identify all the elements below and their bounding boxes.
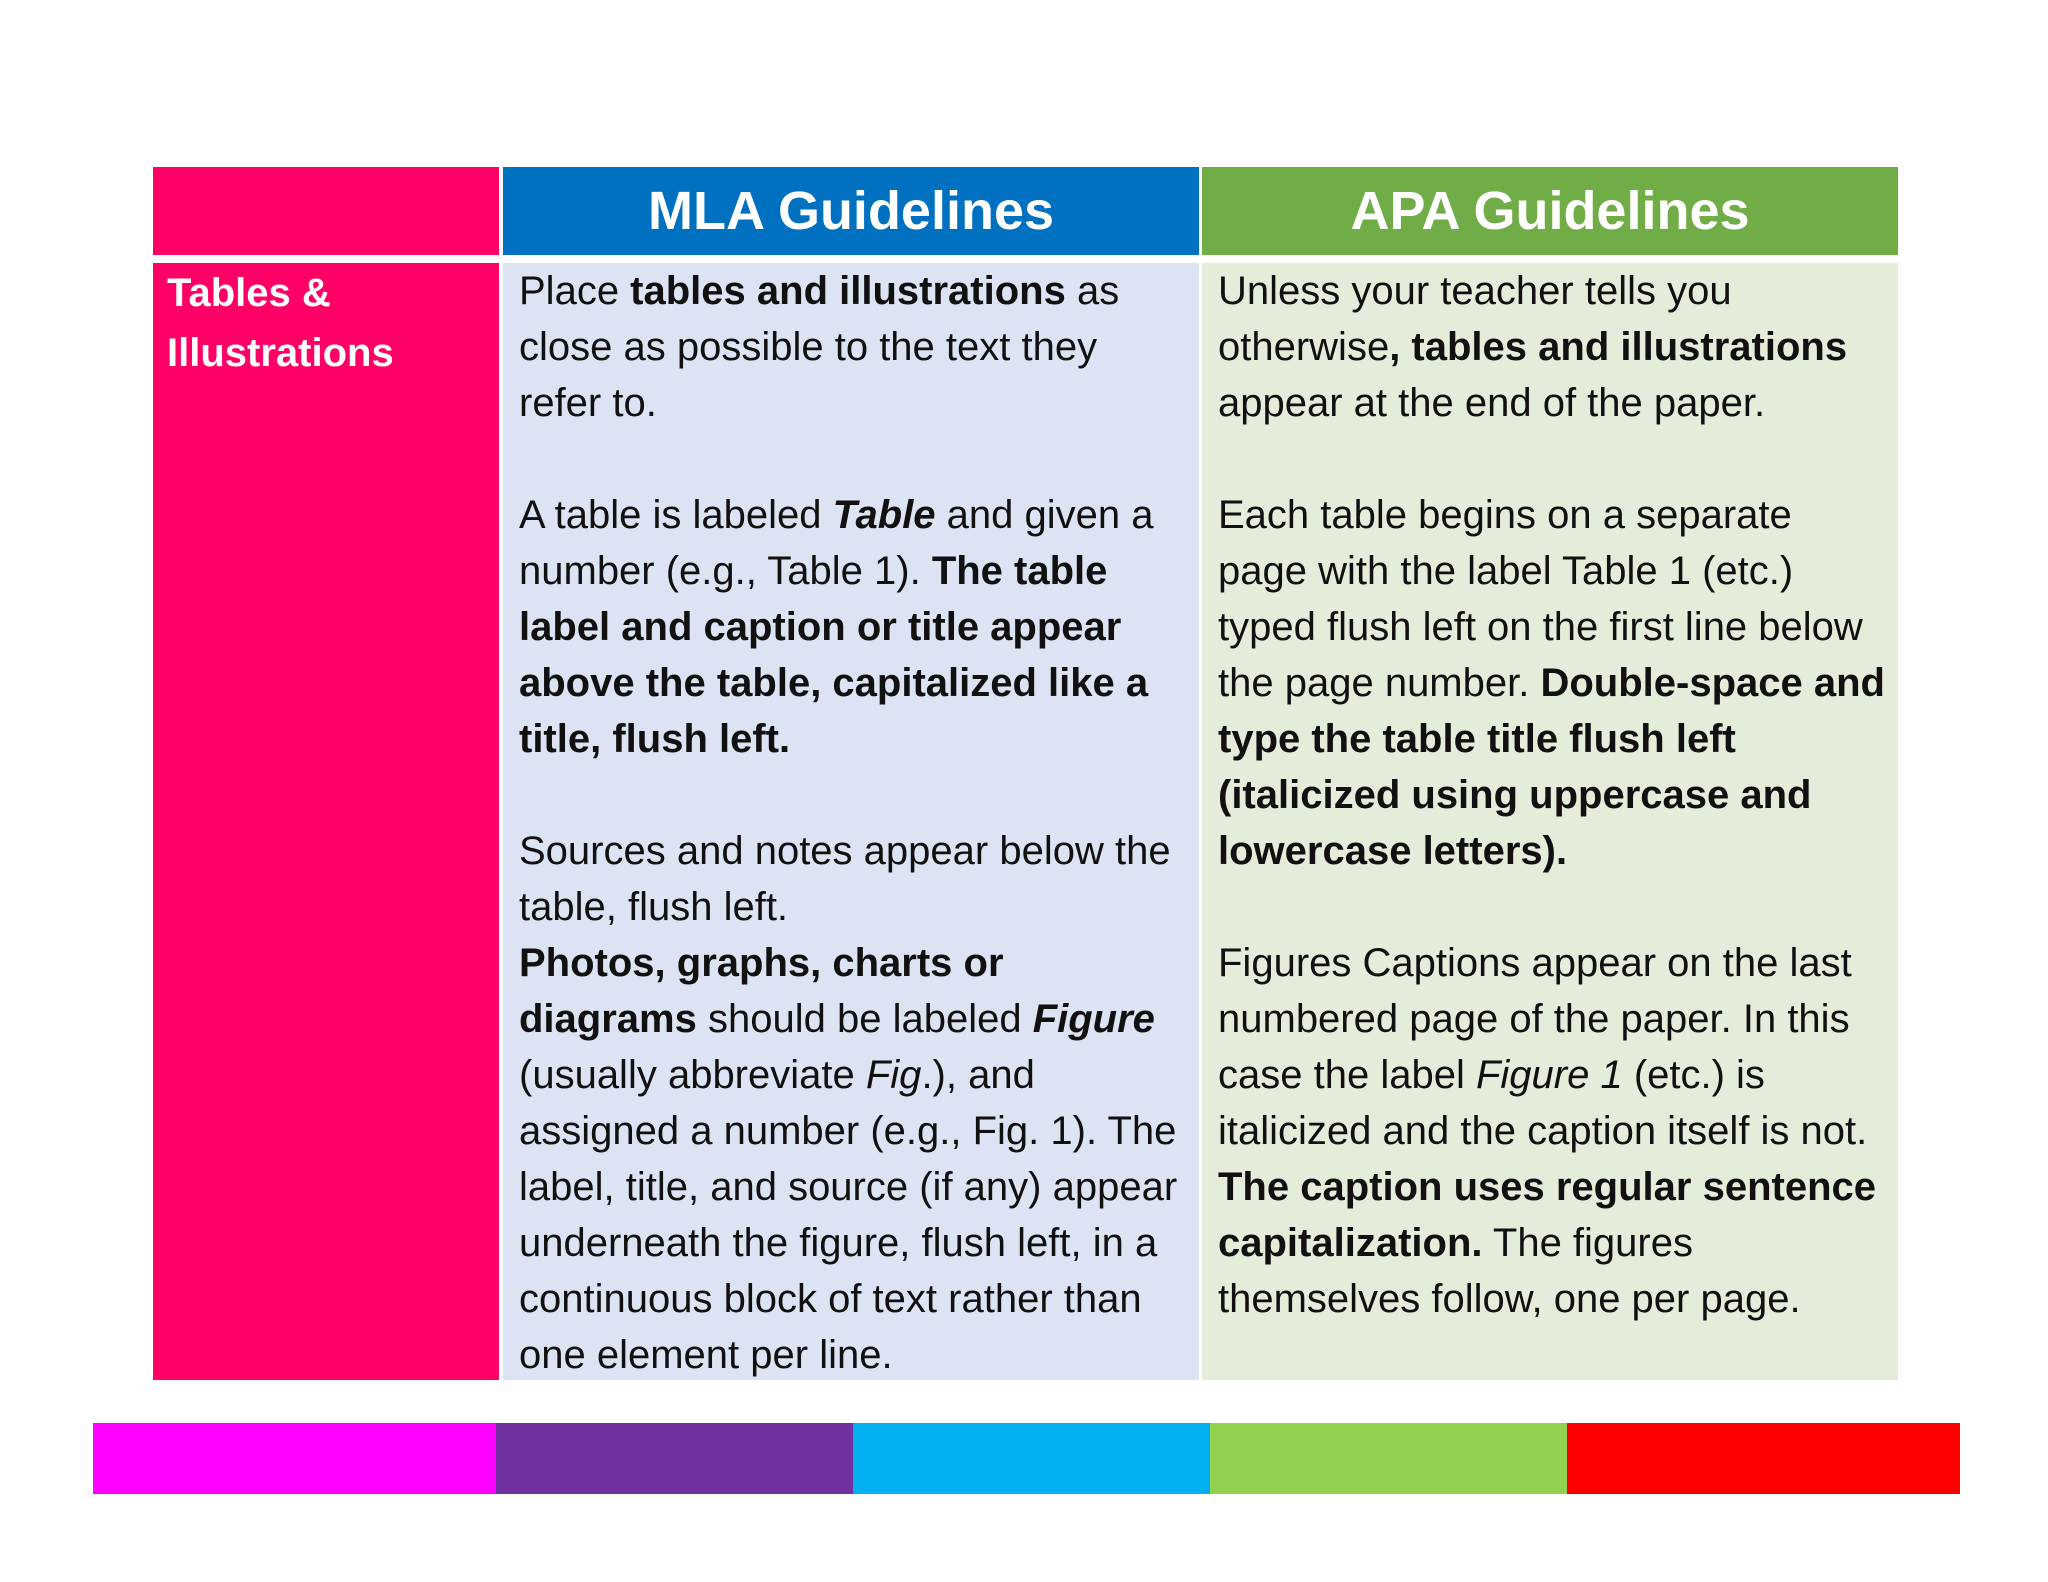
apa-text-run: Figure 1 — [1475, 1053, 1623, 1097]
apa-text-run: Unless your teacher tells you otherwise — [1218, 269, 1732, 369]
apa-paragraph — [1218, 263, 1886, 431]
comparison-table — [153, 167, 1898, 1380]
mla-guidelines-cell — [503, 263, 1199, 1380]
mla-paragraph — [519, 823, 1187, 935]
apa-paragraph-gap — [1218, 431, 1886, 487]
color-bar-segment — [93, 1423, 496, 1494]
mla-text-run — [833, 493, 936, 537]
color-bar-segment — [1567, 1423, 1960, 1494]
apa-guidelines-cell — [1202, 263, 1898, 1380]
mla-text-run: Table — [832, 493, 936, 537]
mla-paragraph — [519, 935, 1187, 1383]
apa-paragraph — [1218, 487, 1886, 879]
apa-header — [1202, 167, 1898, 255]
row-label-tables-illustrations — [153, 263, 499, 1380]
mla-text-run: and given a number (e.g., Table 1). — [519, 493, 1154, 593]
mla-text-run: A table is labeled — [519, 493, 833, 537]
mla-text-run: Fig — [865, 1053, 922, 1097]
apa-text-run: Figures Captions appear on the last numbered page of the paper. In this case the label — [1218, 941, 1852, 1097]
mla-text-run: The table label and caption or title appear above the table, capitalized like a title, flush left. — [519, 549, 1149, 761]
apa-text-run: (etc.) is italicized and the caption itself is not. — [1218, 1053, 1868, 1153]
mla-text-run: Sources and notes appear below the table, flush left. — [519, 829, 1171, 929]
mla-text-run: tables and illustrations — [630, 269, 1066, 313]
mla-header-title: MLA Guidelines — [647, 181, 1055, 241]
color-bar-segment — [496, 1423, 853, 1494]
mla-paragraph — [519, 263, 1187, 431]
mla-text-run: (usually abbreviate — [519, 1053, 866, 1097]
header-corner-cell — [153, 167, 499, 255]
color-bar-segment — [853, 1423, 1210, 1494]
apa-text-run: Each table begins on a separate page with the label Table 1 (etc.) typed flush left on the first line below the page number. — [1218, 493, 1863, 705]
apa-text-run: appear at the end of the paper. — [1218, 381, 1766, 425]
apa-text-run: The caption uses regular sentence capitalization. — [1218, 1165, 1876, 1265]
mla-header — [503, 167, 1199, 255]
mla-text-run — [1033, 997, 1155, 1041]
apa-text-run: Double-space and type the table title flush left (italicized using uppercase and lowercase letters). — [1218, 661, 1885, 873]
mla-paragraph-gap — [519, 767, 1187, 823]
mla-text-run: .), and assigned a number (e.g., Fig. 1). The label, title, and source (if any) appear underneath the figure, flush left, in a continuous block of text rather than one element per line. — [519, 1053, 1178, 1377]
bottom-color-bar — [93, 1423, 1960, 1494]
mla-paragraph — [519, 487, 1187, 767]
mla-text-run: Photos, graphs, charts or diagrams — [519, 941, 1004, 1041]
apa-text-run: The figures themselves follow, one per page. — [1218, 1221, 1801, 1321]
apa-paragraph-gap — [1218, 879, 1886, 935]
apa-text-run: , tables and illustrations — [1389, 325, 1848, 369]
apa-header-title: APA Guidelines — [1350, 181, 1750, 241]
mla-text-run: Place — [519, 269, 631, 313]
mla-text-run: as close as possible to the text they refer to. — [519, 269, 1120, 425]
row-label-text: Tables & Illustrations — [167, 271, 394, 375]
color-bar-segment — [1210, 1423, 1567, 1494]
mla-text-run: should be labeled — [696, 997, 1033, 1041]
apa-paragraph — [1218, 935, 1886, 1327]
mla-paragraph-gap — [519, 431, 1187, 487]
mla-text-run: Figure — [1032, 997, 1155, 1041]
